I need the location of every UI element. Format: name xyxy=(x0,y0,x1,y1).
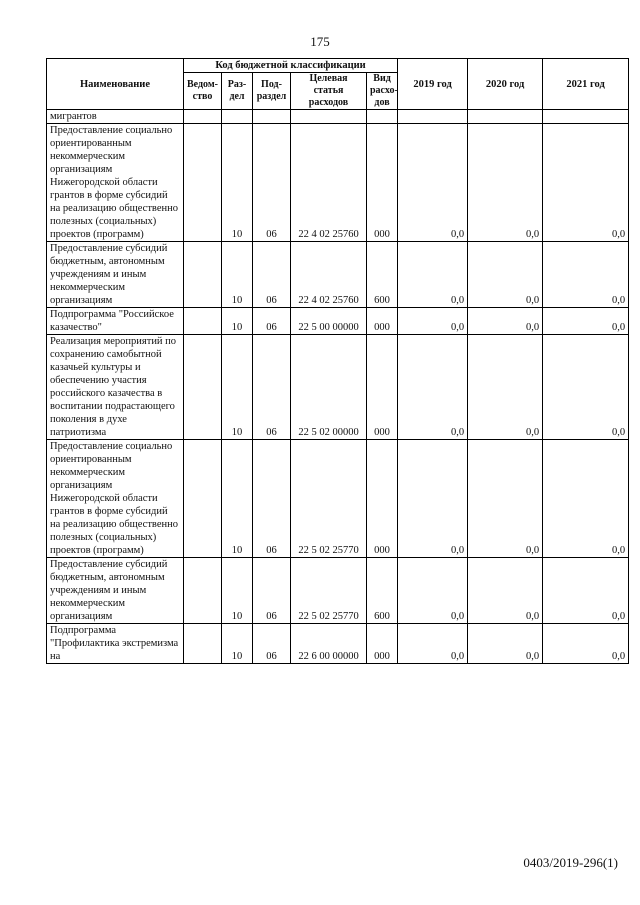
document-code: 0403/2019-296(1) xyxy=(523,855,618,870)
row-2019-cell: 0,0 xyxy=(398,308,468,335)
row-tselevaya-cell: 22 5 02 25770 xyxy=(291,558,367,624)
row-podrazdel-cell: 06 xyxy=(253,440,291,558)
row-vedomstvo-cell xyxy=(184,124,222,242)
row-vedomstvo-cell xyxy=(184,558,222,624)
row-vid-cell: 600 xyxy=(367,558,398,624)
row-2020-cell: 0,0 xyxy=(468,124,543,242)
row-razdel-cell: 10 xyxy=(222,624,253,664)
table-row xyxy=(47,335,629,440)
row-2021-cell: 0,0 xyxy=(543,440,629,558)
row-podrazdel-cell: 06 xyxy=(253,242,291,308)
row-razdel-cell: 10 xyxy=(222,335,253,440)
row-name-cell: Подпрограмма "Профилактика экстремизма на xyxy=(47,624,184,664)
row-2020-cell: 0,0 xyxy=(468,440,543,558)
header-podrazdel: Под-раздел xyxy=(253,73,291,110)
row-tselevaya-cell xyxy=(291,110,367,124)
row-2021-cell xyxy=(543,110,629,124)
row-vid-cell: 000 xyxy=(367,624,398,664)
table-row xyxy=(47,242,629,308)
page-number: 175 xyxy=(310,34,330,49)
table-row xyxy=(47,124,629,242)
row-2019-cell: 0,0 xyxy=(398,624,468,664)
row-tselevaya-cell: 22 6 00 00000 xyxy=(291,624,367,664)
row-podrazdel-cell: 06 xyxy=(253,624,291,664)
table-row xyxy=(47,440,629,558)
row-podrazdel-cell: 06 xyxy=(253,335,291,440)
row-vedomstvo-cell xyxy=(184,308,222,335)
row-name-cell: Реализация мероприятий по сохранению самобытной казачьей культуры и обеспечению участия российского казачества в воспитании подрастающего поколения в духе патриотизма xyxy=(47,335,184,440)
row-vid-cell: 000 xyxy=(367,335,398,440)
header-2020: 2020 год xyxy=(468,59,543,110)
row-2021-cell: 0,0 xyxy=(543,308,629,335)
row-razdel-cell: 10 xyxy=(222,440,253,558)
header-classification-group: Код бюджетной классификации xyxy=(184,59,398,73)
row-vedomstvo-cell xyxy=(184,335,222,440)
row-2020-cell: 0,0 xyxy=(468,242,543,308)
row-name-cell: Предоставление социально ориентированным некоммерческим организациям Нижегородской области грантов в форме субсидий на реализацию общественно полезных (социальных) проектов (программ) xyxy=(47,440,184,558)
row-name-cell: Подпрограмма "Российское казачество" xyxy=(47,308,184,335)
row-name-cell: мигрантов xyxy=(47,110,184,124)
row-razdel-cell: 10 xyxy=(222,558,253,624)
header-tselevaya: Целевая статья расходов xyxy=(291,73,367,110)
row-tselevaya-cell: 22 5 02 00000 xyxy=(291,335,367,440)
row-podrazdel-cell: 06 xyxy=(253,558,291,624)
row-razdel-cell: 10 xyxy=(222,242,253,308)
row-2021-cell: 0,0 xyxy=(543,624,629,664)
row-2020-cell: 0,0 xyxy=(468,558,543,624)
table-row xyxy=(47,308,629,335)
row-vid-cell: 600 xyxy=(367,242,398,308)
row-razdel-cell: 10 xyxy=(222,124,253,242)
row-podrazdel-cell: 06 xyxy=(253,308,291,335)
row-2021-cell: 0,0 xyxy=(543,558,629,624)
row-vedomstvo-cell xyxy=(184,624,222,664)
row-podrazdel-cell: 06 xyxy=(253,124,291,242)
row-tselevaya-cell: 22 4 02 25760 xyxy=(291,124,367,242)
table-body xyxy=(47,110,629,664)
row-vid-cell xyxy=(367,110,398,124)
row-2019-cell: 0,0 xyxy=(398,242,468,308)
row-vedomstvo-cell xyxy=(184,110,222,124)
row-2020-cell: 0,0 xyxy=(468,624,543,664)
row-tselevaya-cell: 22 4 02 25760 xyxy=(291,242,367,308)
row-2019-cell: 0,0 xyxy=(398,335,468,440)
row-vedomstvo-cell xyxy=(184,440,222,558)
row-razdel-cell xyxy=(222,110,253,124)
row-razdel-cell: 10 xyxy=(222,308,253,335)
table-row xyxy=(47,110,629,124)
header-vid: Вид расхо-дов xyxy=(367,73,398,110)
budget-table xyxy=(46,58,629,664)
row-name-cell: Предоставление социально ориентированным некоммерческим организациям Нижегородской области грантов в форме субсидий на реализацию общественно полезных (социальных) проектов (программ) xyxy=(47,124,184,242)
header-2019: 2019 год xyxy=(398,59,468,110)
row-vedomstvo-cell xyxy=(184,242,222,308)
row-name-cell: Предоставление субсидий бюджетным, автономным учреждениям и иным некоммерческим организациям xyxy=(47,242,184,308)
row-2021-cell: 0,0 xyxy=(543,242,629,308)
header-2021: 2021 год xyxy=(543,59,629,110)
header-vedomstvo: Ведом-ство xyxy=(184,73,222,110)
row-tselevaya-cell: 22 5 02 25770 xyxy=(291,440,367,558)
table-row xyxy=(47,624,629,664)
table-row xyxy=(47,558,629,624)
header-razdel: Раз-дел xyxy=(222,73,253,110)
row-vid-cell: 000 xyxy=(367,440,398,558)
row-2020-cell: 0,0 xyxy=(468,335,543,440)
row-2020-cell: 0,0 xyxy=(468,308,543,335)
row-2019-cell: 0,0 xyxy=(398,558,468,624)
row-2019-cell: 0,0 xyxy=(398,124,468,242)
row-2021-cell: 0,0 xyxy=(543,335,629,440)
row-vid-cell: 000 xyxy=(367,308,398,335)
row-name-cell: Предоставление субсидий бюджетным, автономным учреждениям и иным некоммерческим организациям xyxy=(47,558,184,624)
header-name: Наименование xyxy=(47,59,184,110)
row-2021-cell: 0,0 xyxy=(543,124,629,242)
row-2019-cell: 0,0 xyxy=(398,440,468,558)
row-tselevaya-cell: 22 5 00 00000 xyxy=(291,308,367,335)
row-podrazdel-cell xyxy=(253,110,291,124)
row-2019-cell xyxy=(398,110,468,124)
row-2020-cell xyxy=(468,110,543,124)
row-vid-cell: 000 xyxy=(367,124,398,242)
